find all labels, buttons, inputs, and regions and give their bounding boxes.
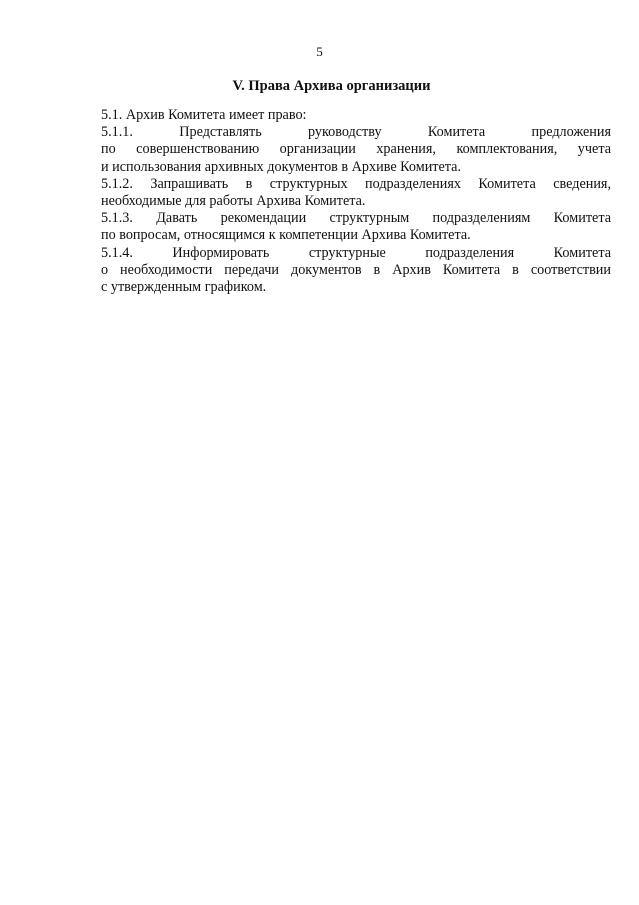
paragraph-line: 5.1.3. Давать рекомендации структурным подразделениям Комитета — [101, 210, 611, 227]
paragraph-line: по совершенствованию организации хранения, комплектования, учета — [101, 141, 611, 158]
section-title: V. Права Архива организации — [232, 78, 431, 94]
paragraph-5-1 — [61, 107, 611, 124]
paragraph-line: 5.1. Архив Комитета имеет право: — [101, 107, 307, 123]
page-number: 5 — [316, 44, 323, 59]
paragraph-5-1-2 — [61, 176, 611, 210]
paragraph-line: и использования архивных документов в Архиве Комитета. — [101, 158, 462, 175]
paragraph-5-1-4 — [61, 245, 611, 297]
paragraph-5-1-3 — [61, 210, 611, 244]
paragraph-line: 5.1.4. Информировать структурные подразделения Комитета — [101, 244, 611, 261]
paragraph-line: о необходимости передачи документов в Архив Комитета в соответствии — [101, 261, 611, 278]
paragraph-5-1-1 — [61, 124, 611, 176]
paragraph-line: 5.1.2. Запрашивать в структурных подразделениях Комитета сведения, — [101, 175, 611, 192]
paragraph-line: необходимые для работы Архива Комитета. — [101, 193, 366, 210]
document-body — [61, 107, 611, 296]
paragraph-line: с утвержденным графиком. — [101, 279, 267, 296]
paragraph-line: по вопросам, относящимся к компетенции Архива Комитета. — [101, 227, 471, 244]
paragraph-line: 5.1.1. Представлять руководству Комитета предложения — [101, 124, 611, 141]
